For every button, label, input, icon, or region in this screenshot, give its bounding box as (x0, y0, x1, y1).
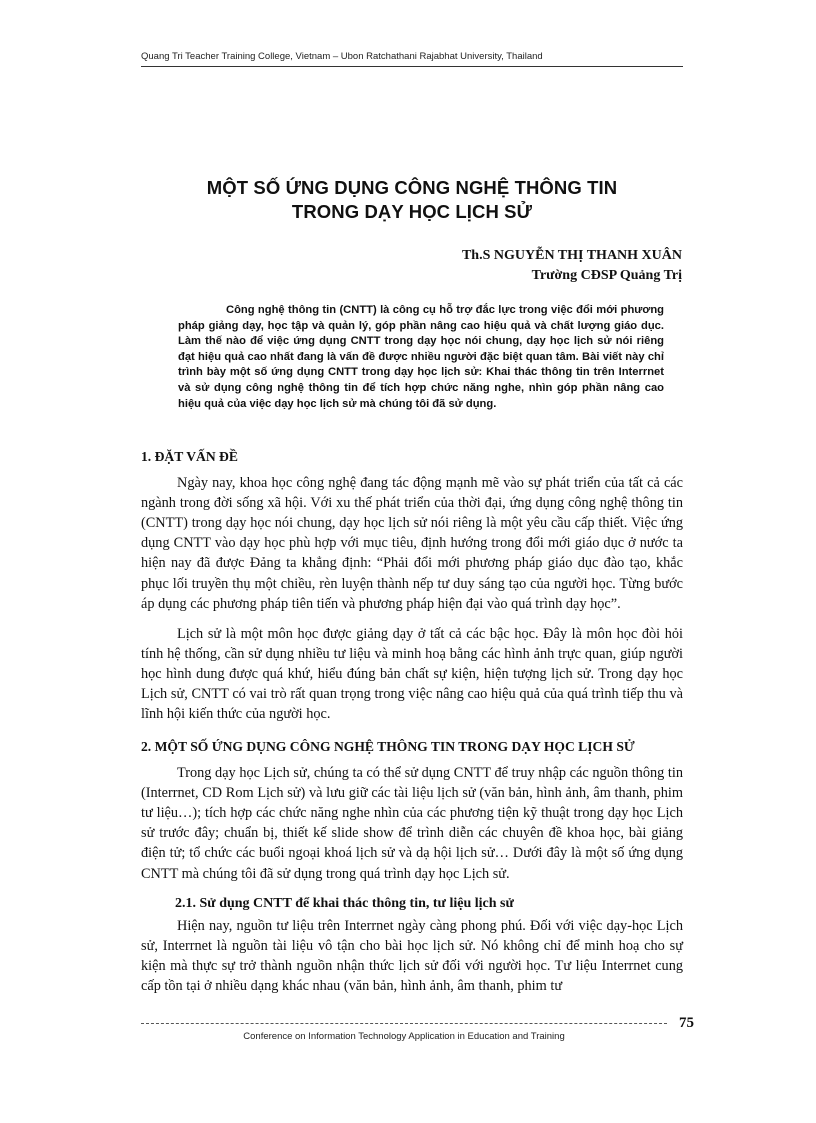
conference-footer: Conference on Information Technology Application in Education and Training (243, 1031, 565, 1042)
author-name: Th.S NGUYỄN THỊ THANH XUÂN (461, 248, 682, 263)
title-line-2: TRONG DẠY HỌC LỊCH SỬ (291, 201, 533, 222)
author-affiliation: Trường CĐSP Quảng Trị (531, 268, 682, 283)
footer-divider (141, 1023, 667, 1024)
section-1 (141, 447, 683, 724)
page-number: 75 (679, 1015, 694, 1031)
subsection-2-1-heading: 2.1. Sử dụng CNTT để khai thác thông tin, tư liệu lịch sử (175, 895, 514, 911)
header-divider (141, 66, 683, 67)
paper-title (141, 176, 683, 224)
section-1-paragraph-2: Lịch sử là một môn học được giảng dạy ở tất cả các bậc học. Đây là môn học đòi hỏi tính hệ thống, cần sử dụng nhiều tư liệu và minh hoạ bằng các hình ảnh trực quan, giúp người học hình dung được quá khứ, hiểu đúng bản chất sự kiện, hiện tượng lịch sử. Trong dạy học Lịch sử, CNTT có vai trò rất quan trọng trong việc nâng cao hiệu quả của quá trình tiếp thu và lĩnh hội kiến thức của người học. (141, 625, 683, 723)
section-1-paragraph-1: Ngày nay, khoa học công nghệ đang tác động mạnh mẽ vào sự phát triển của tất cả các ngành trong đời sống xã hội. Với xu thế phát triển của thời đại, ứng dụng công nghệ thông tin (CNTT) trong dạy học nói chung, dạy học lịch sử nói riêng là một yêu cầu cấp thiết. Việc ứng dụng CNTT vào dạy học phù hợp với mục tiêu, định hướng trong đổi mới giáo dục ở nước ta hiện nay đã được Đảng ta khẳng định: “Phải đổi mới phương pháp giáo dục đào tạo, khắc phục lối truyền thụ một chiều, rèn luyện thành nếp tư duy sáng tạo của người học. Từng bước áp dụng các phương pháp tiên tiến và phương pháp hiện đại vào quá trình dạy học”. (141, 475, 683, 612)
section-2 (141, 737, 683, 996)
author-block (462, 246, 682, 286)
title-line-1: MỘT SỐ ỨNG DỤNG CÔNG NGHỆ THÔNG TIN (206, 177, 618, 198)
section-2-paragraph-2: Hiện nay, nguồn tư liệu trên Interrnet ngày càng phong phú. Đối với việc dạy-học Lịch sử, Interrnet là nguồn tài liệu vô tận cho bài học lịch sử. Nó không chỉ để minh hoạ cho sự kiện mà thực sự trở thành nguồn nhận thức lịch sử đối với người học. Tư liệu Interrnet cung cấp tồn tại ở nhiều dạng khác nhau (văn bản, hình ảnh, âm thanh, phim tư (141, 917, 683, 995)
abstract: Công nghệ thông tin (CNTT) là công cụ hỗ trợ đắc lực trong việc đổi mới phương pháp giảng dạy, học tập và quản lý, góp phần nâng cao hiệu quả và chất lượng giáo dục. Làm thế nào để việc ứng dụng CNTT trong dạy học nói chung, dạy học lịch sử nói riêng đạt hiệu quả cao nhất đang là vấn đề được nhiều người đặc biệt quan tâm. Bài viết này chỉ trình bày một số ứng dụng CNTT trong dạy học lịch sử: Khai thác thông tin trên Interrnet và sử dụng công nghệ thông tin để tích hợp chức năng nghe, nhìn góp phần nâng cao hiệu quả của việc dạy học lịch sử mà chúng tôi đã sử dụng. (178, 304, 664, 410)
section-1-heading: 1. ĐẶT VẤN ĐỀ (141, 449, 238, 464)
section-2-paragraph-1: Trong dạy học Lịch sử, chúng ta có thể sử dụng CNTT để truy nhập các nguồn thông tin (Interrnet, CD Rom Lịch sử) và lưu giữ các tài liệu lịch sử (văn bản, hình ảnh, âm thanh, phim tư liệu…); tích hợp các chức năng nghe nhìn của các phương tiện kỹ thuật trong dạy học Lịch sử trước đây; chuẩn bị, thiết kế slide show để trình diễn các chuyên đề khoa học, bài giảng điện tử; tổ chức các buổi ngoại khoá lịch sử và dạ hội lịch sử… Dưới đây là một số ứng dụng CNTT mà chúng tôi đã sử dụng trong quá trình dạy học Lịch sử. (141, 765, 683, 882)
section-2-heading: 2. MỘT SỐ ỨNG DỤNG CÔNG NGHỆ THÔNG TIN TRONG DẠY HỌC LỊCH SỬ (141, 739, 635, 754)
running-head: Quang Tri Teacher Training College, Vietnam – Ubon Ratchathani Rajabhat University, Thailand (141, 51, 543, 62)
